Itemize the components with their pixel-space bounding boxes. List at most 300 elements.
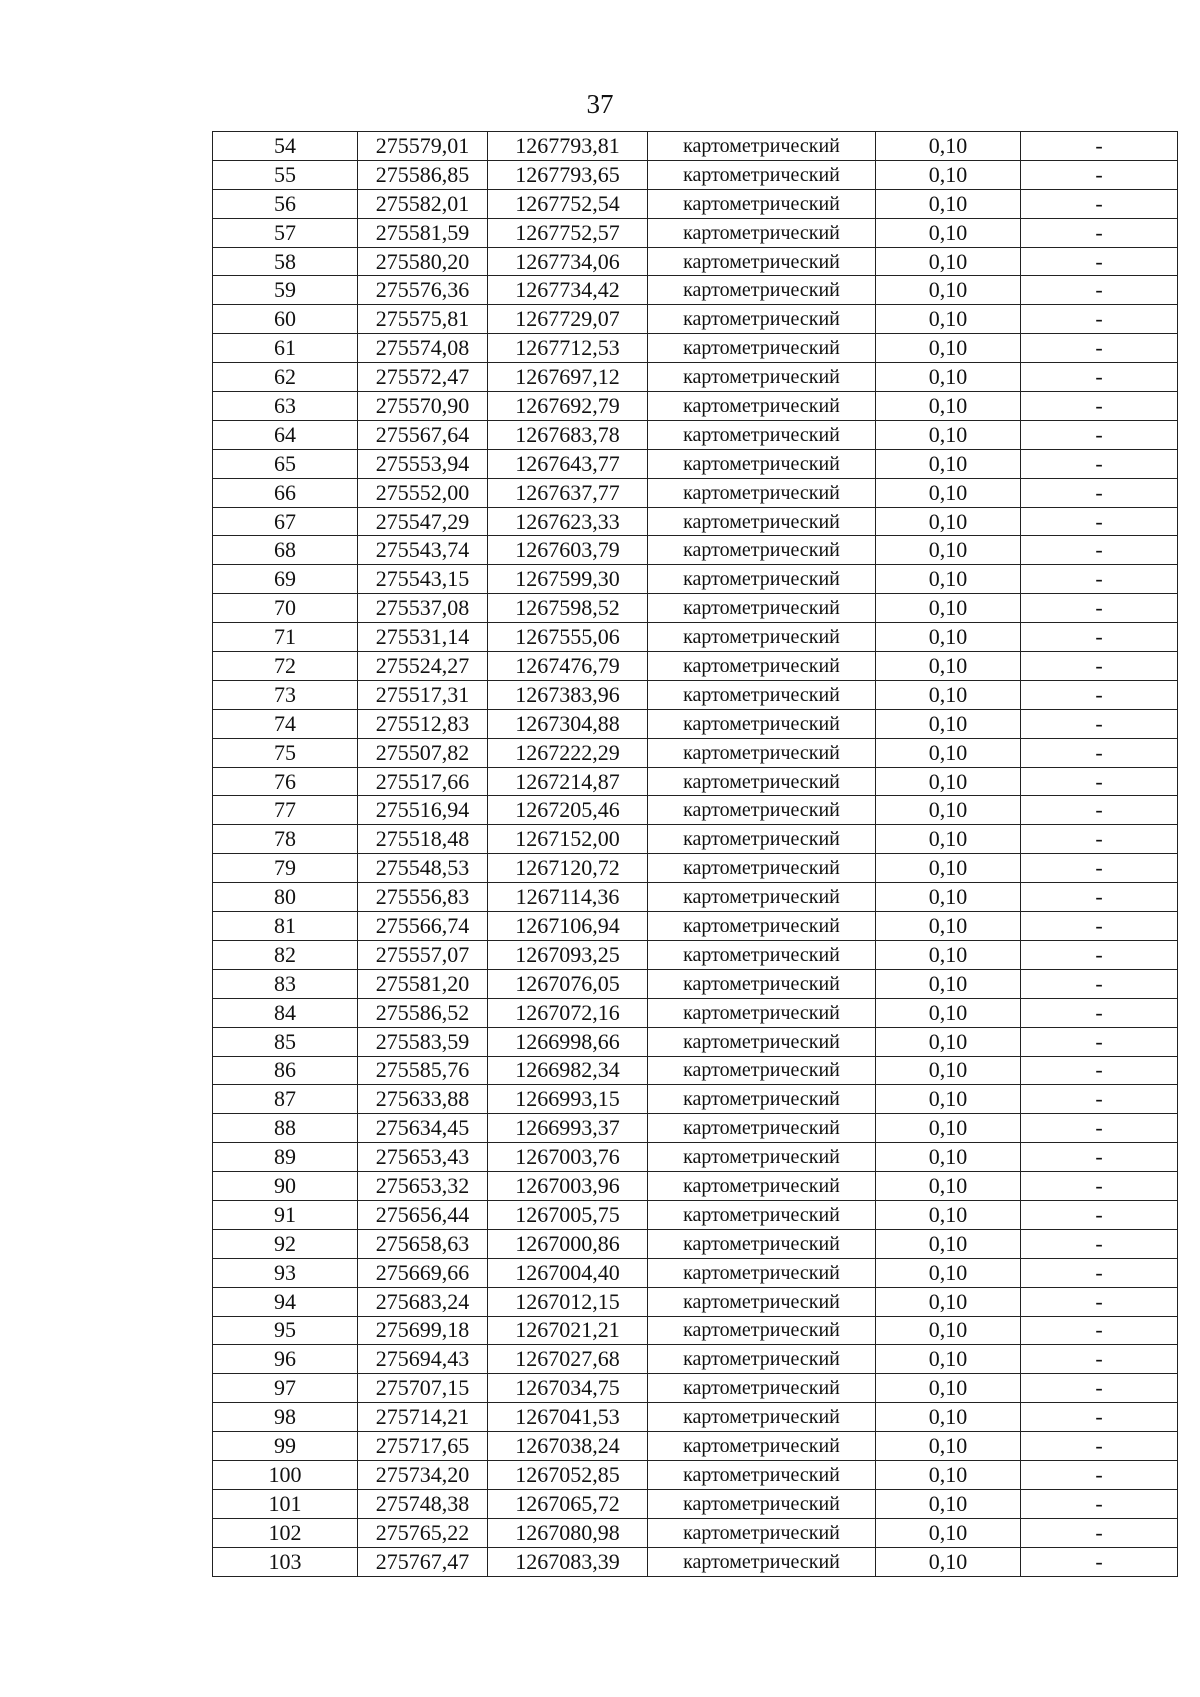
precision-cell: 0,10 [876,1460,1021,1489]
precision-cell: 0,10 [876,1403,1021,1432]
table-row [213,652,1178,681]
x-coordinate-cell: 275507,82 [358,738,488,767]
point-number-cell: 101 [213,1489,358,1518]
table-row [213,276,1178,305]
method-cell: картометрический [648,825,876,854]
method-cell: картометрический [648,883,876,912]
precision-cell: 0,10 [876,1287,1021,1316]
note-cell: - [1021,565,1178,594]
x-coordinate-cell: 275570,90 [358,392,488,421]
y-coordinate-cell: 1267729,07 [488,305,648,334]
y-coordinate-cell: 1267012,15 [488,1287,648,1316]
table-row [213,1114,1178,1143]
y-coordinate-cell: 1267697,12 [488,363,648,392]
note-cell: - [1021,1316,1178,1345]
method-cell: картометрический [648,1432,876,1461]
x-coordinate-cell: 275765,22 [358,1518,488,1547]
point-number-cell: 96 [213,1345,358,1374]
y-coordinate-cell: 1266993,15 [488,1085,648,1114]
table-row [213,1143,1178,1172]
table-row [213,565,1178,594]
precision-cell: 0,10 [876,1547,1021,1576]
point-number-cell: 85 [213,1027,358,1056]
x-coordinate-cell: 275543,15 [358,565,488,594]
point-number-cell: 87 [213,1085,358,1114]
method-cell: картометрический [648,1489,876,1518]
point-number-cell: 55 [213,160,358,189]
x-coordinate-cell: 275548,53 [358,854,488,883]
point-number-cell: 80 [213,883,358,912]
precision-cell: 0,10 [876,1056,1021,1085]
precision-cell: 0,10 [876,680,1021,709]
method-cell: картометрический [648,1143,876,1172]
point-number-cell: 91 [213,1200,358,1229]
method-cell: картометрический [648,1403,876,1432]
note-cell: - [1021,709,1178,738]
table-row [213,912,1178,941]
table-row [213,680,1178,709]
method-cell: картометрический [648,1027,876,1056]
y-coordinate-cell: 1267214,87 [488,767,648,796]
table-row [213,420,1178,449]
y-coordinate-cell: 1266993,37 [488,1114,648,1143]
point-number-cell: 103 [213,1547,358,1576]
x-coordinate-cell: 275576,36 [358,276,488,305]
table-row [213,1229,1178,1258]
y-coordinate-cell: 1267034,75 [488,1374,648,1403]
table-row [213,1200,1178,1229]
point-number-cell: 73 [213,680,358,709]
note-cell: - [1021,507,1178,536]
y-coordinate-cell: 1267598,52 [488,594,648,623]
y-coordinate-cell: 1267065,72 [488,1489,648,1518]
precision-cell: 0,10 [876,1518,1021,1547]
note-cell: - [1021,1403,1178,1432]
coordinates-table [212,131,1178,1577]
note-cell: - [1021,1143,1178,1172]
point-number-cell: 95 [213,1316,358,1345]
precision-cell: 0,10 [876,1027,1021,1056]
note-cell: - [1021,680,1178,709]
point-number-cell: 79 [213,854,358,883]
page-number: 37 [586,89,614,119]
note-cell: - [1021,363,1178,392]
x-coordinate-cell: 275517,31 [358,680,488,709]
table-row [213,796,1178,825]
point-number-cell: 77 [213,796,358,825]
precision-cell: 0,10 [876,1229,1021,1258]
x-coordinate-cell: 275579,01 [358,132,488,161]
method-cell: картометрический [648,334,876,363]
note-cell: - [1021,1085,1178,1114]
x-coordinate-cell: 275556,83 [358,883,488,912]
method-cell: картометрический [648,1547,876,1576]
note-cell: - [1021,1056,1178,1085]
precision-cell: 0,10 [876,1374,1021,1403]
method-cell: картометрический [648,363,876,392]
table-row [213,594,1178,623]
precision-cell: 0,10 [876,247,1021,276]
note-cell: - [1021,132,1178,161]
y-coordinate-cell: 1267692,79 [488,392,648,421]
precision-cell: 0,10 [876,854,1021,883]
precision-cell: 0,10 [876,940,1021,969]
y-coordinate-cell: 1267080,98 [488,1518,648,1547]
method-cell: картометрический [648,912,876,941]
y-coordinate-cell: 1267083,39 [488,1547,648,1576]
precision-cell: 0,10 [876,1345,1021,1374]
table-row [213,1056,1178,1085]
x-coordinate-cell: 275658,63 [358,1229,488,1258]
method-cell: картометрический [648,132,876,161]
point-number-cell: 74 [213,709,358,738]
y-coordinate-cell: 1267021,21 [488,1316,648,1345]
precision-cell: 0,10 [876,334,1021,363]
table-row [213,478,1178,507]
x-coordinate-cell: 275656,44 [358,1200,488,1229]
method-cell: картометрический [648,854,876,883]
table-row [213,305,1178,334]
table-row [213,738,1178,767]
note-cell: - [1021,1374,1178,1403]
y-coordinate-cell: 1267623,33 [488,507,648,536]
precision-cell: 0,10 [876,1200,1021,1229]
precision-cell: 0,10 [876,1432,1021,1461]
y-coordinate-cell: 1267041,53 [488,1403,648,1432]
x-coordinate-cell: 275567,64 [358,420,488,449]
point-number-cell: 66 [213,478,358,507]
precision-cell: 0,10 [876,218,1021,247]
table-row [213,1374,1178,1403]
point-number-cell: 102 [213,1518,358,1547]
point-number-cell: 59 [213,276,358,305]
note-cell: - [1021,912,1178,941]
table-row [213,363,1178,392]
method-cell: картометрический [648,276,876,305]
y-coordinate-cell: 1267005,75 [488,1200,648,1229]
precision-cell: 0,10 [876,796,1021,825]
note-cell: - [1021,854,1178,883]
y-coordinate-cell: 1267793,81 [488,132,648,161]
precision-cell: 0,10 [876,536,1021,565]
note-cell: - [1021,1200,1178,1229]
note-cell: - [1021,767,1178,796]
point-number-cell: 100 [213,1460,358,1489]
table-row [213,1547,1178,1576]
note-cell: - [1021,276,1178,305]
point-number-cell: 94 [213,1287,358,1316]
y-coordinate-cell: 1267120,72 [488,854,648,883]
y-coordinate-cell: 1267304,88 [488,709,648,738]
table-row [213,247,1178,276]
y-coordinate-cell: 1267599,30 [488,565,648,594]
y-coordinate-cell: 1267027,68 [488,1345,648,1374]
precision-cell: 0,10 [876,1172,1021,1201]
point-number-cell: 70 [213,594,358,623]
note-cell: - [1021,1258,1178,1287]
table-row [213,1027,1178,1056]
method-cell: картометрический [648,796,876,825]
note-cell: - [1021,449,1178,478]
note-cell: - [1021,594,1178,623]
y-coordinate-cell: 1267637,77 [488,478,648,507]
method-cell: картометрический [648,998,876,1027]
x-coordinate-cell: 275707,15 [358,1374,488,1403]
point-number-cell: 63 [213,392,358,421]
y-coordinate-cell: 1267072,16 [488,998,648,1027]
method-cell: картометрический [648,709,876,738]
method-cell: картометрический [648,623,876,652]
y-coordinate-cell: 1267643,77 [488,449,648,478]
table-row [213,940,1178,969]
method-cell: картометрический [648,594,876,623]
precision-cell: 0,10 [876,1489,1021,1518]
x-coordinate-cell: 275634,45 [358,1114,488,1143]
x-coordinate-cell: 275553,94 [358,449,488,478]
x-coordinate-cell: 275557,07 [358,940,488,969]
point-number-cell: 76 [213,767,358,796]
method-cell: картометрический [648,305,876,334]
y-coordinate-cell: 1267004,40 [488,1258,648,1287]
y-coordinate-cell: 1267000,86 [488,1229,648,1258]
precision-cell: 0,10 [876,1258,1021,1287]
x-coordinate-cell: 275517,66 [358,767,488,796]
note-cell: - [1021,420,1178,449]
precision-cell: 0,10 [876,363,1021,392]
note-cell: - [1021,969,1178,998]
method-cell: картометрический [648,536,876,565]
y-coordinate-cell: 1267555,06 [488,623,648,652]
precision-cell: 0,10 [876,1143,1021,1172]
y-coordinate-cell: 1267114,36 [488,883,648,912]
x-coordinate-cell: 275552,00 [358,478,488,507]
table-row [213,969,1178,998]
point-number-cell: 90 [213,1172,358,1201]
y-coordinate-cell: 1267734,06 [488,247,648,276]
note-cell: - [1021,1114,1178,1143]
method-cell: картометрический [648,680,876,709]
x-coordinate-cell: 275748,38 [358,1489,488,1518]
precision-cell: 0,10 [876,565,1021,594]
x-coordinate-cell: 275694,43 [358,1345,488,1374]
method-cell: картометрический [648,189,876,218]
method-cell: картометрический [648,1518,876,1547]
precision-cell: 0,10 [876,738,1021,767]
method-cell: картометрический [648,247,876,276]
table-row [213,1345,1178,1374]
table-row [213,883,1178,912]
method-cell: картометрический [648,1114,876,1143]
precision-cell: 0,10 [876,392,1021,421]
note-cell: - [1021,652,1178,681]
table-row [213,1489,1178,1518]
precision-cell: 0,10 [876,969,1021,998]
y-coordinate-cell: 1266998,66 [488,1027,648,1056]
table-row [213,1403,1178,1432]
point-number-cell: 61 [213,334,358,363]
x-coordinate-cell: 275581,59 [358,218,488,247]
y-coordinate-cell: 1267603,79 [488,536,648,565]
precision-cell: 0,10 [876,1316,1021,1345]
y-coordinate-cell: 1267712,53 [488,334,648,363]
table-row [213,1460,1178,1489]
x-coordinate-cell: 275524,27 [358,652,488,681]
x-coordinate-cell: 275543,74 [358,536,488,565]
point-number-cell: 86 [213,1056,358,1085]
x-coordinate-cell: 275518,48 [358,825,488,854]
precision-cell: 0,10 [876,276,1021,305]
method-cell: картометрический [648,1287,876,1316]
point-number-cell: 83 [213,969,358,998]
point-number-cell: 58 [213,247,358,276]
method-cell: картометрический [648,1085,876,1114]
x-coordinate-cell: 275669,66 [358,1258,488,1287]
method-cell: картометрический [648,478,876,507]
note-cell: - [1021,478,1178,507]
table-row [213,854,1178,883]
table-row [213,998,1178,1027]
method-cell: картометрический [648,392,876,421]
method-cell: картометрический [648,1345,876,1374]
point-number-cell: 60 [213,305,358,334]
table-row [213,825,1178,854]
precision-cell: 0,10 [876,305,1021,334]
table-row [213,507,1178,536]
method-cell: картометрический [648,420,876,449]
note-cell: - [1021,392,1178,421]
note-cell: - [1021,998,1178,1027]
precision-cell: 0,10 [876,189,1021,218]
point-number-cell: 82 [213,940,358,969]
point-number-cell: 93 [213,1258,358,1287]
method-cell: картометрический [648,1056,876,1085]
x-coordinate-cell: 275586,85 [358,160,488,189]
y-coordinate-cell: 1267752,57 [488,218,648,247]
point-number-cell: 54 [213,132,358,161]
x-coordinate-cell: 275537,08 [358,594,488,623]
precision-cell: 0,10 [876,478,1021,507]
y-coordinate-cell: 1267734,42 [488,276,648,305]
point-number-cell: 78 [213,825,358,854]
note-cell: - [1021,334,1178,363]
precision-cell: 0,10 [876,709,1021,738]
precision-cell: 0,10 [876,420,1021,449]
y-coordinate-cell: 1267683,78 [488,420,648,449]
table-row [213,449,1178,478]
x-coordinate-cell: 275585,76 [358,1056,488,1085]
point-number-cell: 88 [213,1114,358,1143]
precision-cell: 0,10 [876,883,1021,912]
table-row [213,1085,1178,1114]
table-row [213,1432,1178,1461]
table-row [213,189,1178,218]
table-row [213,1518,1178,1547]
point-number-cell: 81 [213,912,358,941]
note-cell: - [1021,247,1178,276]
note-cell: - [1021,623,1178,652]
table-row [213,1258,1178,1287]
x-coordinate-cell: 275653,43 [358,1143,488,1172]
y-coordinate-cell: 1267038,24 [488,1432,648,1461]
x-coordinate-cell: 275574,08 [358,334,488,363]
note-cell: - [1021,160,1178,189]
table-row [213,767,1178,796]
point-number-cell: 57 [213,218,358,247]
precision-cell: 0,10 [876,132,1021,161]
y-coordinate-cell: 1267076,05 [488,969,648,998]
y-coordinate-cell: 1267003,76 [488,1143,648,1172]
note-cell: - [1021,825,1178,854]
point-number-cell: 99 [213,1432,358,1461]
x-coordinate-cell: 275581,20 [358,969,488,998]
point-number-cell: 56 [213,189,358,218]
note-cell: - [1021,1345,1178,1374]
x-coordinate-cell: 275582,01 [358,189,488,218]
note-cell: - [1021,796,1178,825]
y-coordinate-cell: 1267093,25 [488,940,648,969]
point-number-cell: 68 [213,536,358,565]
x-coordinate-cell: 275516,94 [358,796,488,825]
y-coordinate-cell: 1267106,94 [488,912,648,941]
method-cell: картометрический [648,1200,876,1229]
note-cell: - [1021,1432,1178,1461]
note-cell: - [1021,218,1178,247]
x-coordinate-cell: 275699,18 [358,1316,488,1345]
y-coordinate-cell: 1266982,34 [488,1056,648,1085]
x-coordinate-cell: 275566,74 [358,912,488,941]
method-cell: картометрический [648,1374,876,1403]
y-coordinate-cell: 1267152,00 [488,825,648,854]
x-coordinate-cell: 275734,20 [358,1460,488,1489]
precision-cell: 0,10 [876,160,1021,189]
x-coordinate-cell: 275580,20 [358,247,488,276]
point-number-cell: 75 [213,738,358,767]
x-coordinate-cell: 275583,59 [358,1027,488,1056]
note-cell: - [1021,1489,1178,1518]
table-row [213,132,1178,161]
coordinates-table-body [213,132,1178,1577]
method-cell: картометрический [648,940,876,969]
table-row [213,392,1178,421]
method-cell: картометрический [648,160,876,189]
precision-cell: 0,10 [876,767,1021,796]
x-coordinate-cell: 275683,24 [358,1287,488,1316]
y-coordinate-cell: 1267222,29 [488,738,648,767]
method-cell: картометрический [648,218,876,247]
point-number-cell: 62 [213,363,358,392]
note-cell: - [1021,738,1178,767]
method-cell: картометрический [648,652,876,681]
precision-cell: 0,10 [876,623,1021,652]
precision-cell: 0,10 [876,912,1021,941]
note-cell: - [1021,1287,1178,1316]
precision-cell: 0,10 [876,998,1021,1027]
point-number-cell: 89 [213,1143,358,1172]
table-row [213,334,1178,363]
x-coordinate-cell: 275572,47 [358,363,488,392]
y-coordinate-cell: 1267793,65 [488,160,648,189]
method-cell: картометрический [648,1172,876,1201]
method-cell: картометрический [648,449,876,478]
method-cell: картометрический [648,1460,876,1489]
y-coordinate-cell: 1267052,85 [488,1460,648,1489]
precision-cell: 0,10 [876,507,1021,536]
note-cell: - [1021,1547,1178,1576]
x-coordinate-cell: 275717,65 [358,1432,488,1461]
table-row [213,160,1178,189]
point-number-cell: 69 [213,565,358,594]
point-number-cell: 72 [213,652,358,681]
